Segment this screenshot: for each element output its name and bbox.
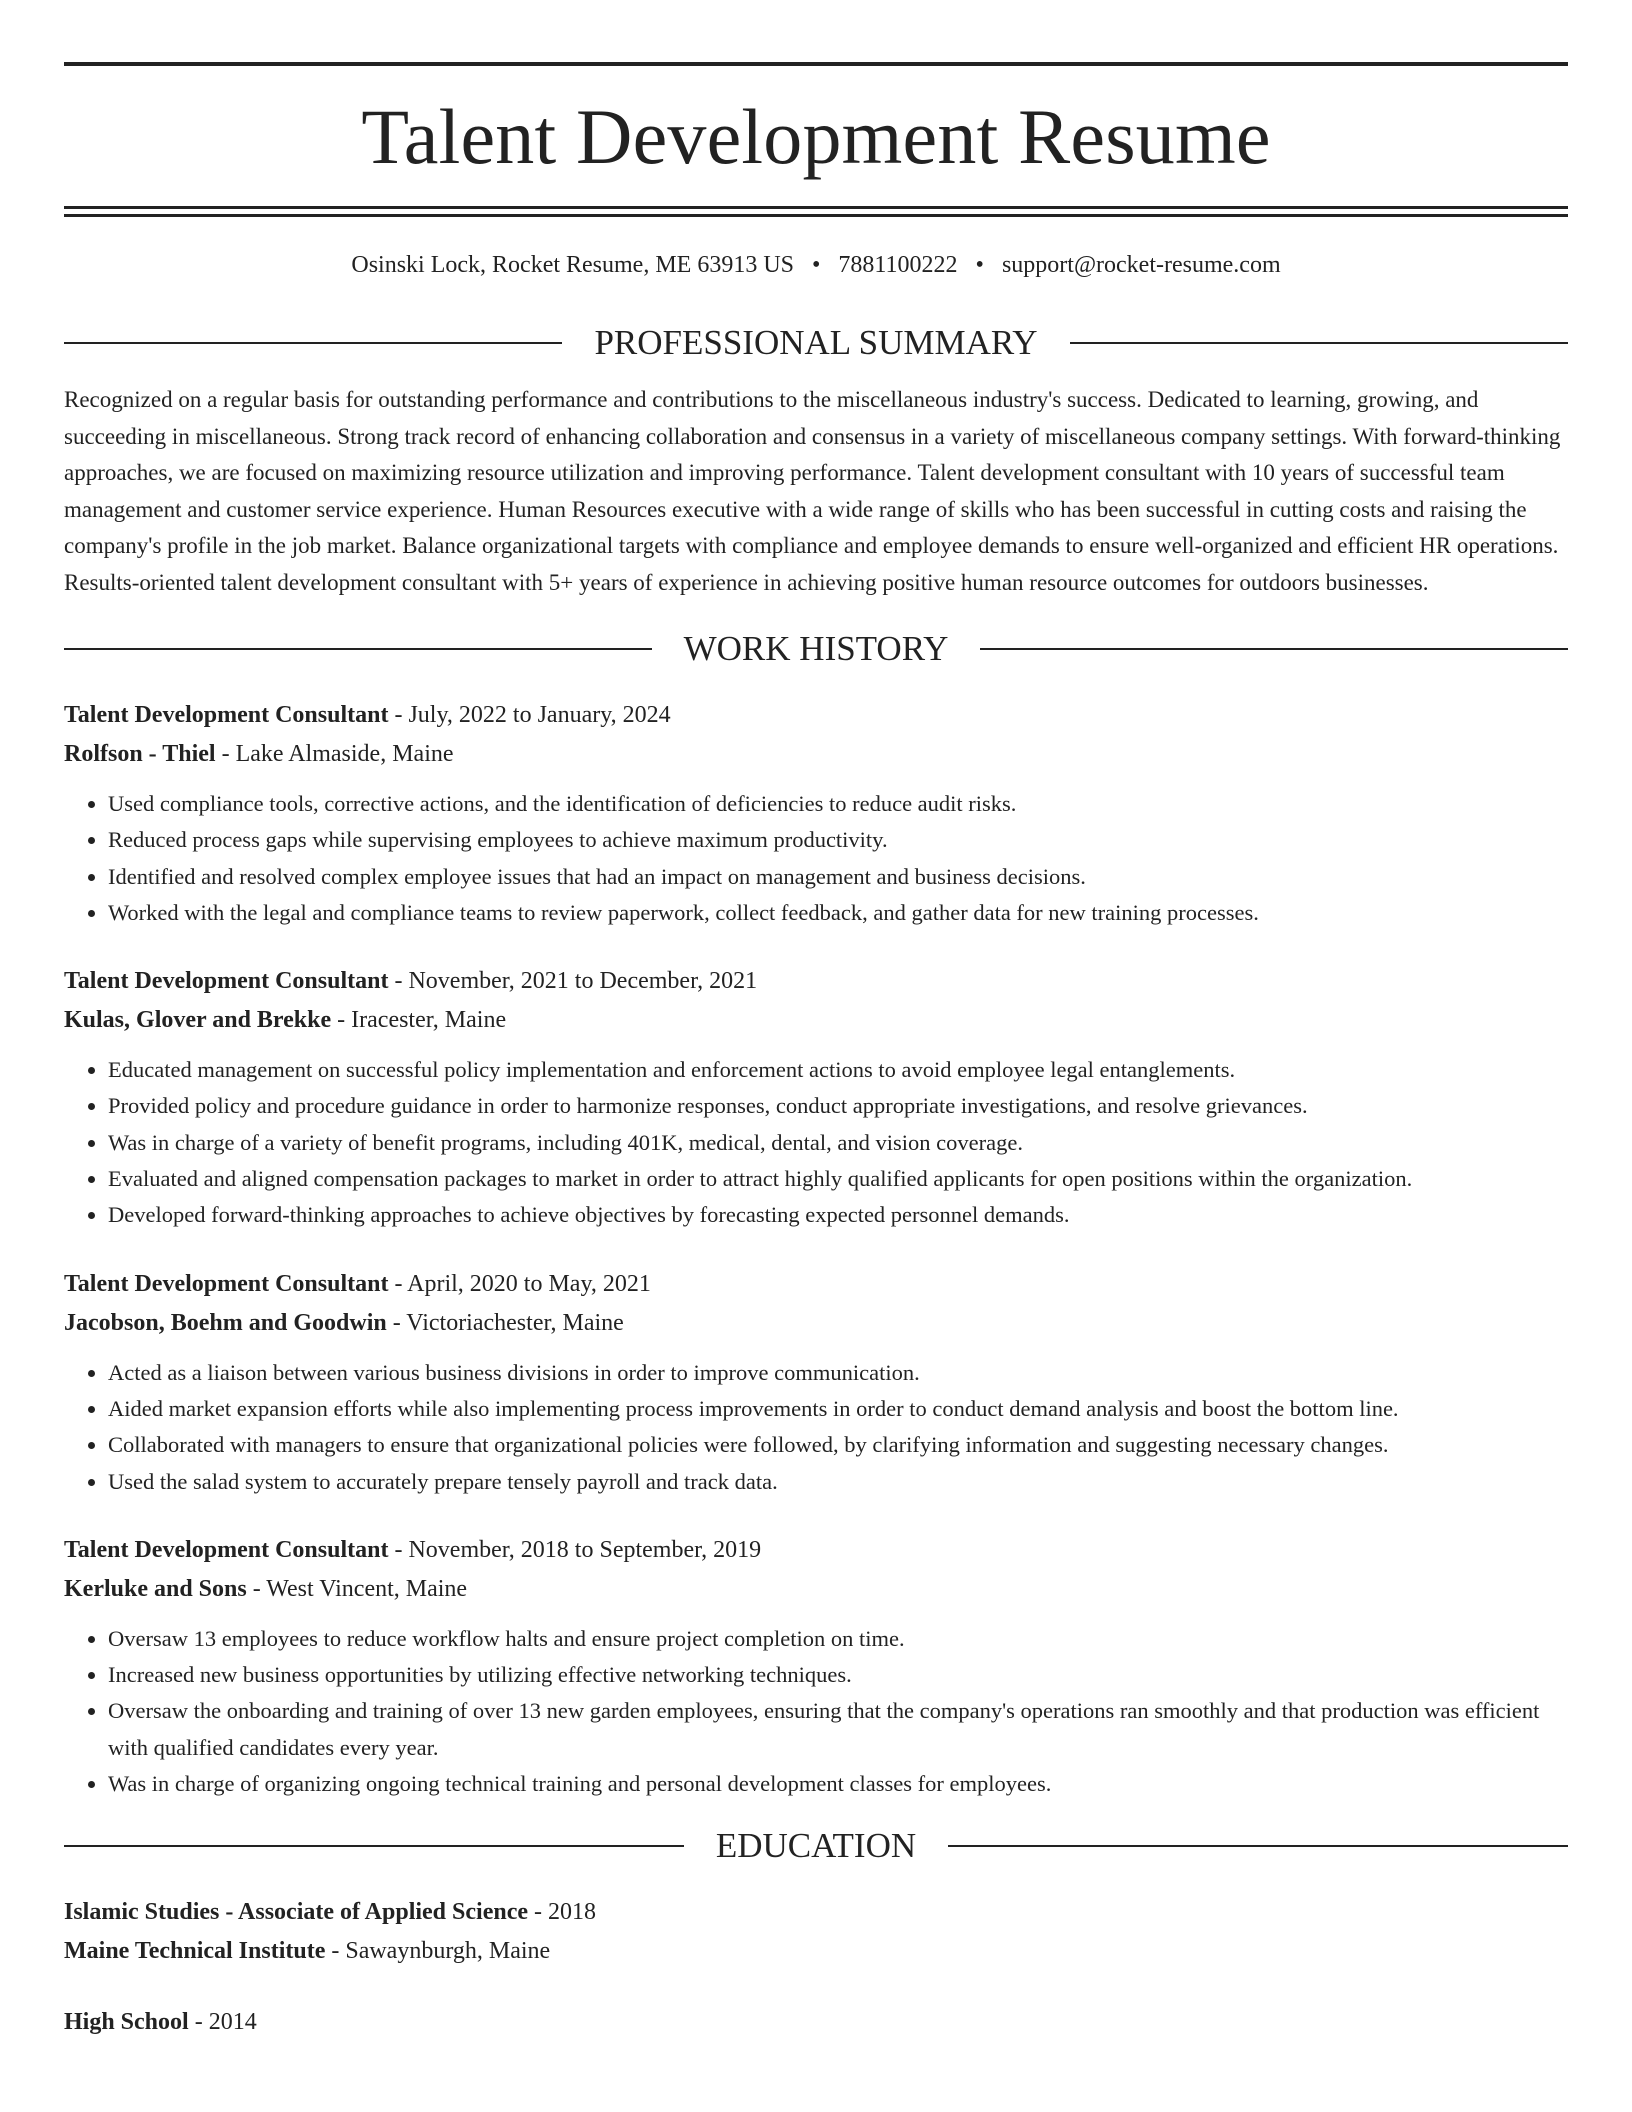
job-location: - Iracester, Maine [331, 1007, 507, 1034]
section-heading-education [64, 1826, 1568, 1866]
list-item: • Aided market expansion efforts while also implementing process improvements in order to conduct demand analysis and boost the bottom line. [108, 1391, 1568, 1427]
job-location: - West Vincent, Maine [246, 1575, 468, 1602]
list-item: • Was in charge of organizing ongoing technical training and personal development classes for employees. [108, 1766, 1568, 1802]
list-item: • Identified and resolved complex employee issues that had an impact on management and business decisions. [108, 859, 1568, 895]
job-location: - Lake Almaside, Maine [215, 741, 454, 767]
job-title: Talent Development Consultant [64, 1270, 389, 1297]
education-school: Maine Technical Institute [64, 1938, 326, 1965]
education-location: - Sawaynburgh, Maine [325, 1938, 551, 1965]
heading-rule-right [948, 1845, 1568, 1847]
summary-text: Recognized on a regular basis for outstanding performance and contributions to the miscellaneous industry's success. Dedicated to learning, growing, and succeeding in miscellaneous. Strong track record of enhancing collaboration and consensus in a variety of miscellaneous company settings. With forward-thinking approaches, we are focused on maximizing resource utilization and improving performance. Talent development consultant with 10 years of successful team management and customer service experience. Human Resources executive with a wide range of skills who has been successful in cutting costs and raising the company's profile in the job market. Balance organizational targets with compliance and employee demands to ensure well-organized and efficient HR operations. Results-oriented talent development consultant with 5+ years of experience in achieving positive human resource outcomes for outdoors businesses. [64, 387, 1561, 595]
section-heading-summary [64, 325, 1568, 360]
list-item: • Oversaw 13 employees to reduce workflow halts and ensure project completion on time. [108, 1621, 1568, 1657]
education-year: - 2014 [188, 2009, 257, 2036]
list-item: • Used the salad system to accurately prepare tensely payroll and track data. [108, 1464, 1568, 1500]
list-item: • Was in charge of a variety of benefit programs, including 401K, medical, dental, and vision coverage. [108, 1125, 1568, 1161]
job-location: - Victoriachester, Maine [386, 1309, 624, 1336]
contact-phone: 7881100222 [838, 252, 958, 278]
heading-rule-left [64, 1845, 684, 1847]
contact-address: Osinski Lock, Rocket Resume, ME 63913 US [351, 252, 795, 278]
education-entry [64, 2003, 1568, 2042]
list-item: • Increased new business opportunities by utilizing effective networking techniques. [108, 1657, 1568, 1693]
contact-separator: • [975, 252, 984, 278]
job-company: Kulas, Glover and Brekke [64, 1007, 332, 1034]
section-title: WORK HISTORY [683, 629, 949, 668]
list-item: • Acted as a liaison between various business divisions in order to improve communication. [108, 1355, 1568, 1391]
list-item: • Oversaw the onboarding and training of over 13 new garden employees, ensuring that the company's operations ran smoothly and that production was efficient with qualified candidates every year. [108, 1693, 1568, 1766]
education-degree: High School [64, 2009, 189, 2036]
job-bullets [64, 1621, 1568, 1802]
title-double-rule [64, 206, 1568, 217]
job-dates: - July, 2022 to January, 2024 [388, 702, 671, 728]
list-item: • Provided policy and procedure guidance in order to harmonize responses, conduct appropriate investigations, and resolve grievances. [108, 1088, 1568, 1124]
job-bullets [64, 1052, 1568, 1233]
job-dates: - November, 2018 to September, 2019 [388, 1536, 762, 1563]
job-dates: - November, 2021 to December, 2021 [388, 968, 758, 995]
job-company: Jacobson, Boehm and Goodwin [64, 1309, 387, 1336]
contact-separator: • [812, 252, 821, 278]
section-title: EDUCATION [715, 1826, 917, 1866]
list-item: • Reduced process gaps while supervising employees to achieve maximum productivity. [108, 822, 1568, 858]
education-entry [64, 1893, 1568, 1971]
top-rule [64, 62, 1568, 66]
heading-rule-right [1070, 342, 1568, 344]
contact-email: support@rocket-resume.com [1001, 252, 1281, 278]
education-year: - 2018 [528, 1899, 597, 1926]
job-bullets [64, 786, 1568, 931]
list-item: • Collaborated with managers to ensure that organizational policies were followed, by clarifying information and suggesting necessary changes. [108, 1427, 1568, 1463]
job-title: Talent Development Consultant [64, 968, 389, 995]
job-title: Talent Development Consultant [64, 702, 389, 728]
job-entry [64, 1531, 1568, 1802]
job-bullets [64, 1355, 1568, 1500]
heading-rule-left [64, 342, 562, 344]
section-heading-work-history [64, 631, 1568, 666]
list-item: • Educated management on successful policy implementation and enforcement actions to avoid employee legal entanglements. [108, 1052, 1568, 1088]
resume-title: Talent Development Resume [361, 93, 1271, 180]
job-company: Kerluke and Sons [64, 1575, 247, 1602]
heading-rule-right [980, 648, 1568, 650]
education-degree: Islamic Studies - Associate of Applied Science [64, 1899, 529, 1926]
section-title: PROFESSIONAL SUMMARY [594, 323, 1038, 362]
contact-line [64, 253, 1568, 277]
job-entry [64, 962, 1568, 1233]
job-dates: - April, 2020 to May, 2021 [388, 1270, 651, 1297]
job-entry [64, 1265, 1568, 1500]
job-title: Talent Development Consultant [64, 1536, 389, 1563]
list-item: • Developed forward-thinking approaches to achieve objectives by forecasting expected personnel demands. [108, 1197, 1568, 1233]
list-item: • Used compliance tools, corrective actions, and the identification of deficiencies to reduce audit risks. [108, 786, 1568, 822]
list-item: • Worked with the legal and compliance teams to review paperwork, collect feedback, and gather data for new training processes. [108, 895, 1568, 931]
list-item: • Evaluated and aligned compensation packages to market in order to attract highly qualified applicants for open positions within the organization. [108, 1161, 1568, 1197]
heading-rule-left [64, 648, 652, 650]
job-entry [64, 696, 1568, 931]
job-company: Rolfson - Thiel [64, 741, 216, 767]
